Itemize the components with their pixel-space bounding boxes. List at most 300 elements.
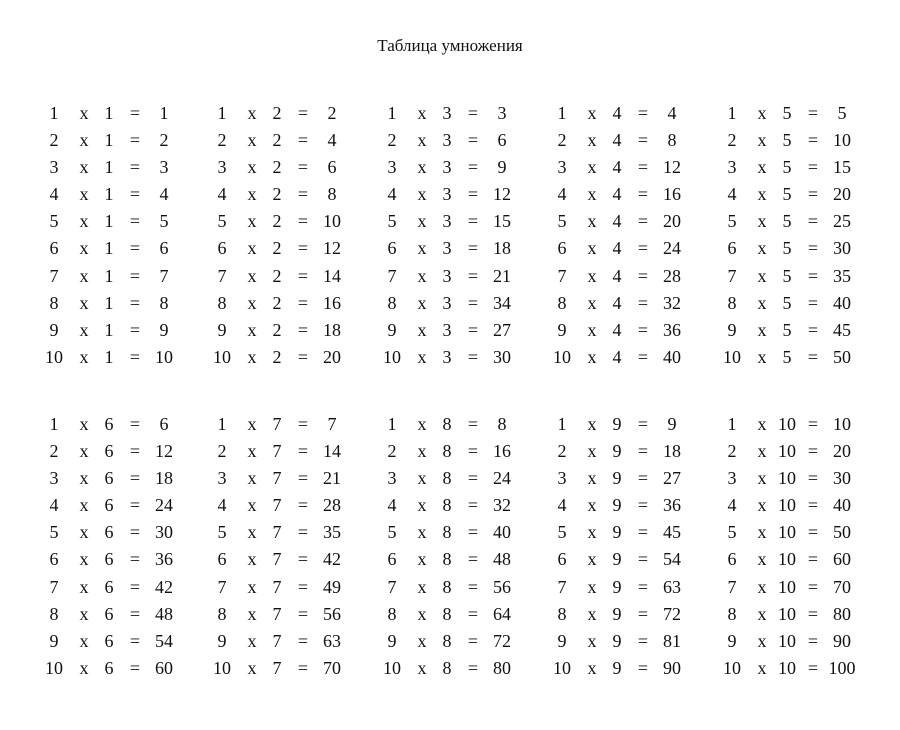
equals-sign: = <box>637 576 649 597</box>
equals-sign: = <box>129 184 141 205</box>
times-sign: x <box>587 549 597 570</box>
table-block-5 <box>723 100 884 371</box>
multiplier: 7 <box>272 603 282 624</box>
equals-sign: = <box>807 576 819 597</box>
equation-row <box>49 546 206 573</box>
multiplicand: 8 <box>557 292 567 313</box>
product: 4 <box>327 130 337 151</box>
product: 28 <box>663 265 681 286</box>
multiplicand: 4 <box>557 184 567 205</box>
multiplicand: 6 <box>557 238 567 259</box>
multiplicand: 4 <box>727 184 737 205</box>
multiplicand: 9 <box>217 630 227 651</box>
equation-row <box>49 317 206 344</box>
equals-sign: = <box>807 103 819 123</box>
equation-row <box>727 628 884 655</box>
times-sign: x <box>247 346 257 367</box>
multiplier: 6 <box>104 495 114 516</box>
equation-row <box>557 208 714 235</box>
times-sign: x <box>247 265 257 286</box>
multiplier: 8 <box>442 495 452 516</box>
equation-row <box>557 492 714 519</box>
multiplicand: 9 <box>49 319 59 340</box>
equals-sign: = <box>807 238 819 259</box>
equation-row <box>217 546 374 573</box>
times-sign: x <box>417 414 427 434</box>
times-sign: x <box>417 630 427 651</box>
equals-sign: = <box>467 657 479 678</box>
product: 20 <box>663 211 681 232</box>
equation-row <box>217 263 374 290</box>
equals-sign: = <box>637 103 649 123</box>
multiplier: 5 <box>782 319 792 340</box>
product: 18 <box>323 319 341 340</box>
times-sign: x <box>247 319 257 340</box>
times-sign: x <box>247 157 257 178</box>
multiplier: 10 <box>778 657 796 678</box>
multiplicand: 6 <box>387 238 397 259</box>
multiplier: 4 <box>612 103 622 123</box>
times-sign: x <box>79 265 89 286</box>
times-sign: x <box>79 292 89 313</box>
times-sign: x <box>757 346 767 367</box>
times-sign: x <box>417 292 427 313</box>
multiplicand: 2 <box>49 441 59 462</box>
multiplier: 6 <box>104 603 114 624</box>
equals-sign: = <box>807 468 819 489</box>
product: 72 <box>663 603 681 624</box>
product: 6 <box>327 157 337 178</box>
times-sign: x <box>417 265 427 286</box>
product: 35 <box>323 522 341 543</box>
table-block-8 <box>383 411 544 682</box>
equation-row <box>557 628 714 655</box>
multiplier: 2 <box>272 319 282 340</box>
product: 32 <box>493 495 511 516</box>
product: 27 <box>663 468 681 489</box>
equation-row <box>213 655 374 682</box>
product: 15 <box>833 157 851 178</box>
multiplier: 4 <box>612 130 622 151</box>
multiplicand: 10 <box>213 346 231 367</box>
times-sign: x <box>79 130 89 151</box>
table-block-4 <box>553 100 714 371</box>
product: 16 <box>663 184 681 205</box>
product: 8 <box>159 292 169 313</box>
product: 60 <box>155 657 173 678</box>
multiplicand: 9 <box>387 630 397 651</box>
multiplier: 10 <box>778 603 796 624</box>
equation-row <box>217 574 374 601</box>
table-block-7 <box>213 411 374 682</box>
multiplicand: 9 <box>727 630 737 651</box>
equation-row <box>387 235 544 262</box>
times-sign: x <box>79 238 89 259</box>
equation-row <box>387 465 544 492</box>
product: 8 <box>327 184 337 205</box>
equals-sign: = <box>467 157 479 178</box>
product: 2 <box>159 130 169 151</box>
equals-sign: = <box>129 211 141 232</box>
multiplicand: 5 <box>727 522 737 543</box>
equation-row <box>387 546 544 573</box>
multiplier: 2 <box>272 103 282 123</box>
equation-row <box>557 235 714 262</box>
multiplicand: 4 <box>217 184 227 205</box>
multiplier: 1 <box>104 130 114 151</box>
product: 18 <box>663 441 681 462</box>
equation-row <box>383 655 544 682</box>
multiplier: 5 <box>782 130 792 151</box>
times-sign: x <box>587 468 597 489</box>
equals-sign: = <box>637 468 649 489</box>
equation-row <box>727 100 884 127</box>
times-sign: x <box>757 576 767 597</box>
times-sign: x <box>247 495 257 516</box>
equation-row <box>49 492 206 519</box>
times-sign: x <box>417 103 427 123</box>
multiplier: 2 <box>272 130 282 151</box>
multiplicand: 5 <box>727 211 737 232</box>
table-block-6 <box>45 411 206 682</box>
equation-row <box>557 546 714 573</box>
multiplier: 4 <box>612 211 622 232</box>
equation-row <box>727 290 884 317</box>
times-sign: x <box>247 130 257 151</box>
product: 20 <box>323 346 341 367</box>
product: 9 <box>497 157 507 178</box>
multiplicand: 9 <box>49 630 59 651</box>
product: 72 <box>493 630 511 651</box>
multiplier: 10 <box>778 495 796 516</box>
multiplier: 1 <box>104 238 114 259</box>
product: 30 <box>833 238 851 259</box>
equals-sign: = <box>297 549 309 570</box>
times-sign: x <box>417 549 427 570</box>
multiplicand: 7 <box>387 265 397 286</box>
equals-sign: = <box>467 630 479 651</box>
multiplicand: 1 <box>217 414 227 434</box>
equals-sign: = <box>129 157 141 178</box>
product: 63 <box>663 576 681 597</box>
equation-row <box>387 574 544 601</box>
multiplier: 2 <box>272 265 282 286</box>
equation-row <box>727 154 884 181</box>
equation-row <box>557 438 714 465</box>
multiplier: 6 <box>104 414 114 434</box>
equals-sign: = <box>807 522 819 543</box>
times-sign: x <box>417 603 427 624</box>
equals-sign: = <box>129 468 141 489</box>
equals-sign: = <box>129 319 141 340</box>
product: 50 <box>833 522 851 543</box>
multiplier: 2 <box>272 157 282 178</box>
product: 50 <box>833 346 851 367</box>
equation-row <box>727 438 884 465</box>
product: 18 <box>155 468 173 489</box>
times-sign: x <box>247 576 257 597</box>
times-sign: x <box>757 157 767 178</box>
product: 5 <box>159 211 169 232</box>
times-sign: x <box>417 184 427 205</box>
product: 48 <box>155 603 173 624</box>
equation-row <box>727 263 884 290</box>
multiplier: 1 <box>104 211 114 232</box>
multiplier: 10 <box>778 441 796 462</box>
page-title: Таблица умножения <box>377 36 523 55</box>
equals-sign: = <box>637 414 649 434</box>
product: 60 <box>833 549 851 570</box>
equation-row <box>217 438 374 465</box>
multiplier: 1 <box>104 265 114 286</box>
multiplier: 3 <box>442 346 452 367</box>
equals-sign: = <box>467 468 479 489</box>
multiplicand: 5 <box>49 522 59 543</box>
multiplier: 2 <box>272 184 282 205</box>
multiplicand: 9 <box>217 319 227 340</box>
product: 64 <box>493 603 511 624</box>
equation-row <box>49 181 206 208</box>
times-sign: x <box>79 603 89 624</box>
equation-row <box>387 181 544 208</box>
equation-row <box>727 181 884 208</box>
multiplicand: 7 <box>557 265 567 286</box>
multiplier: 9 <box>612 414 622 434</box>
times-sign: x <box>79 103 89 123</box>
equation-row <box>553 344 714 371</box>
product: 70 <box>833 576 851 597</box>
multiplicand: 5 <box>557 522 567 543</box>
multiplicand: 8 <box>557 603 567 624</box>
times-sign: x <box>247 211 257 232</box>
equation-row <box>727 519 884 546</box>
equation-row <box>727 574 884 601</box>
times-sign: x <box>417 441 427 462</box>
product: 49 <box>323 576 341 597</box>
equals-sign: = <box>129 522 141 543</box>
multiplicand: 1 <box>387 414 397 434</box>
times-sign: x <box>79 184 89 205</box>
product: 34 <box>493 292 511 313</box>
multiplier: 3 <box>442 319 452 340</box>
product: 12 <box>493 184 511 205</box>
equals-sign: = <box>129 238 141 259</box>
multiplicand: 3 <box>387 468 397 489</box>
equation-row <box>49 154 206 181</box>
multiplicand: 6 <box>217 549 227 570</box>
multiplicand: 6 <box>387 549 397 570</box>
equation-row <box>387 492 544 519</box>
equation-row <box>217 628 374 655</box>
equals-sign: = <box>129 292 141 313</box>
multiplier: 4 <box>612 184 622 205</box>
equals-sign: = <box>807 211 819 232</box>
multiplicand: 3 <box>557 157 567 178</box>
equation-row <box>49 235 206 262</box>
times-sign: x <box>587 319 597 340</box>
equals-sign: = <box>467 292 479 313</box>
equals-sign: = <box>467 319 479 340</box>
multiplier: 5 <box>782 103 792 123</box>
times-sign: x <box>757 238 767 259</box>
equals-sign: = <box>129 346 141 367</box>
multiplier: 3 <box>442 130 452 151</box>
product: 15 <box>493 211 511 232</box>
equals-sign: = <box>807 292 819 313</box>
equals-sign: = <box>807 630 819 651</box>
product: 32 <box>663 292 681 313</box>
multiplier: 3 <box>442 265 452 286</box>
equation-row <box>49 100 206 127</box>
equals-sign: = <box>637 265 649 286</box>
multiplicand: 7 <box>387 576 397 597</box>
product: 1 <box>159 103 169 123</box>
equation-row <box>723 344 884 371</box>
equation-row <box>217 411 374 438</box>
multiplier: 2 <box>272 346 282 367</box>
product: 10 <box>833 130 851 151</box>
equation-row <box>387 438 544 465</box>
multiplier: 8 <box>442 549 452 570</box>
equation-row <box>557 100 714 127</box>
multiplicand: 8 <box>727 603 737 624</box>
equals-sign: = <box>637 495 649 516</box>
equals-sign: = <box>129 630 141 651</box>
product: 12 <box>663 157 681 178</box>
equation-row <box>49 208 206 235</box>
equation-row <box>727 601 884 628</box>
equation-row <box>387 601 544 628</box>
multiplier: 6 <box>104 576 114 597</box>
multiplier: 8 <box>442 630 452 651</box>
equation-row <box>217 290 374 317</box>
product: 8 <box>667 130 677 151</box>
times-sign: x <box>417 130 427 151</box>
product: 36 <box>663 495 681 516</box>
multiplier: 5 <box>782 238 792 259</box>
multiplicand: 1 <box>557 414 567 434</box>
product: 35 <box>833 265 851 286</box>
equation-row <box>217 235 374 262</box>
equals-sign: = <box>807 495 819 516</box>
multiplier: 9 <box>612 495 622 516</box>
equation-row <box>45 655 206 682</box>
product: 36 <box>663 319 681 340</box>
multiplier: 2 <box>272 292 282 313</box>
multiplicand: 3 <box>49 468 59 489</box>
multiplicand: 10 <box>383 346 401 367</box>
times-sign: x <box>587 603 597 624</box>
multiplier: 10 <box>778 549 796 570</box>
product: 5 <box>837 103 847 123</box>
multiplier: 1 <box>104 346 114 367</box>
times-sign: x <box>79 522 89 543</box>
equation-row <box>387 100 544 127</box>
product: 40 <box>493 522 511 543</box>
equation-row <box>387 263 544 290</box>
multiplicand: 3 <box>727 468 737 489</box>
product: 21 <box>493 265 511 286</box>
equals-sign: = <box>807 157 819 178</box>
multiplier: 1 <box>104 157 114 178</box>
times-sign: x <box>587 576 597 597</box>
times-sign: x <box>757 103 767 123</box>
times-sign: x <box>587 130 597 151</box>
equals-sign: = <box>297 346 309 367</box>
multiplier: 6 <box>104 549 114 570</box>
times-sign: x <box>757 603 767 624</box>
multiplier: 10 <box>778 414 796 434</box>
equals-sign: = <box>467 576 479 597</box>
equals-sign: = <box>807 346 819 367</box>
times-sign: x <box>757 211 767 232</box>
equation-row <box>727 127 884 154</box>
equation-row <box>727 317 884 344</box>
table-block-3 <box>383 100 544 371</box>
equals-sign: = <box>129 414 141 434</box>
equation-row <box>49 290 206 317</box>
multiplicand: 9 <box>557 319 567 340</box>
equation-row <box>49 411 206 438</box>
equation-row <box>557 601 714 628</box>
multiplier: 7 <box>272 549 282 570</box>
multiplier: 7 <box>272 468 282 489</box>
multiplicand: 4 <box>557 495 567 516</box>
equation-row <box>217 208 374 235</box>
product: 27 <box>493 319 511 340</box>
equation-row <box>387 317 544 344</box>
equals-sign: = <box>297 103 309 123</box>
equals-sign: = <box>297 238 309 259</box>
equation-row <box>217 492 374 519</box>
times-sign: x <box>417 468 427 489</box>
multiplier: 7 <box>272 657 282 678</box>
multiplier: 1 <box>104 292 114 313</box>
equals-sign: = <box>297 130 309 151</box>
equals-sign: = <box>467 603 479 624</box>
product: 10 <box>833 414 851 434</box>
product: 36 <box>155 549 173 570</box>
times-sign: x <box>587 346 597 367</box>
times-sign: x <box>247 441 257 462</box>
equation-row <box>49 438 206 465</box>
equation-row <box>49 127 206 154</box>
product: 70 <box>323 657 341 678</box>
equation-row <box>557 465 714 492</box>
equals-sign: = <box>467 211 479 232</box>
multiplier: 6 <box>104 657 114 678</box>
table-block-10 <box>723 411 884 682</box>
multiplicand: 4 <box>727 495 737 516</box>
multiplier: 4 <box>612 157 622 178</box>
equals-sign: = <box>467 184 479 205</box>
multiplier: 3 <box>442 211 452 232</box>
equals-sign: = <box>467 265 479 286</box>
product: 18 <box>493 238 511 259</box>
multiplicand: 7 <box>217 576 227 597</box>
product: 9 <box>159 319 169 340</box>
equals-sign: = <box>637 657 649 678</box>
equals-sign: = <box>129 441 141 462</box>
product: 54 <box>663 549 681 570</box>
multiplicand: 5 <box>557 211 567 232</box>
product: 30 <box>493 346 511 367</box>
equals-sign: = <box>129 265 141 286</box>
product: 40 <box>833 495 851 516</box>
equation-row <box>727 465 884 492</box>
multiplicand: 6 <box>727 549 737 570</box>
multiplier: 9 <box>612 576 622 597</box>
